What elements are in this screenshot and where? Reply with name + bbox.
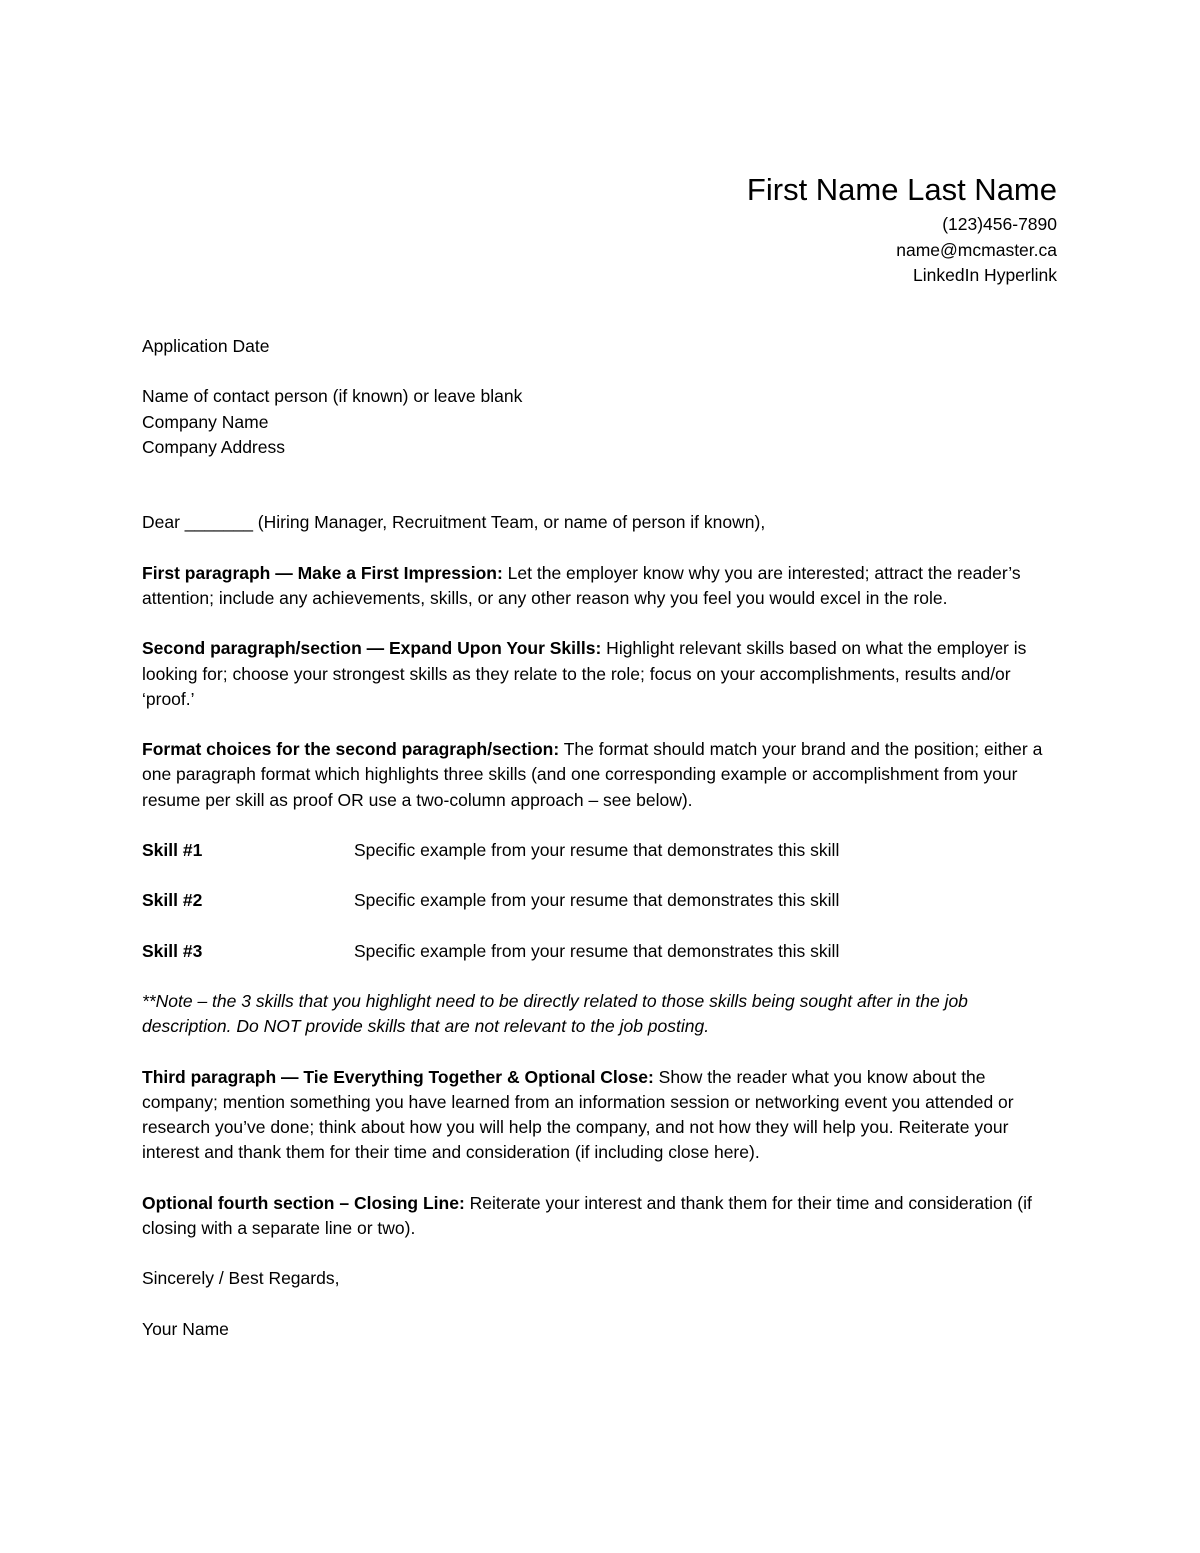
- recipient-block: [142, 384, 1062, 460]
- skill-row: [142, 939, 1062, 964]
- skill-row: [142, 838, 1062, 863]
- email-address: name@mcmaster.ca: [896, 239, 1057, 260]
- skill-description: Specific example from your resume that demonstrates this skill: [354, 890, 840, 911]
- signature-name: Your Name: [142, 1318, 229, 1339]
- format-choices-heading: Format choices for the second paragraph/section:: [142, 739, 560, 760]
- applicant-name: First Name Last Name: [746, 172, 1057, 207]
- recipient-address: Company Address: [142, 436, 285, 457]
- third-paragraph-heading: Third paragraph — Tie Everything Together & Optional Close:: [142, 1066, 654, 1087]
- skill-label: Skill #1: [142, 839, 203, 860]
- fourth-section-text: Reiterate your interest and thank them for their time and consideration (if closing with a separate line or two).: [142, 1192, 1032, 1238]
- second-paragraph: [142, 636, 1062, 712]
- recipient-contact: Name of contact person (if known) or leave blank: [142, 386, 523, 407]
- fourth-section: [142, 1191, 1062, 1241]
- format-choices-paragraph: [142, 737, 1062, 813]
- closing-phrase: Sincerely / Best Regards,: [142, 1268, 340, 1289]
- linkedin-link[interactable]: LinkedIn Hyperlink: [913, 265, 1057, 285]
- third-paragraph: [142, 1065, 1062, 1166]
- first-paragraph-text: Let the employer know why you are interested; attract the reader’s attention; include any achievements, skills, or any other reason why you feel you would excel in the role.: [142, 562, 1021, 608]
- recipient-company: Company Name: [142, 411, 269, 432]
- second-paragraph-text: Highlight relevant skills based on what the employer is looking for; choose your strongest skills as they relate to the role; focus on your accomplishments, results and/or ‘proof.’: [142, 638, 1027, 709]
- skill-row: [142, 888, 1062, 913]
- skill-label: Skill #3: [142, 940, 203, 961]
- skill-description: Specific example from your resume that demonstrates this skill: [354, 940, 840, 961]
- third-paragraph-text: Show the reader what you know about the company; mention something you have learned from an information session or networking event you attended or research you’ve done; think about how you will help the company, and not how they will help you. Reiterate your interest and thank them for their time and consideration (if including close here).: [142, 1066, 1014, 1163]
- letter-body: [142, 334, 1062, 1342]
- phone-number: (123)456-7890: [942, 214, 1057, 234]
- application-date: Application Date: [142, 336, 270, 356]
- first-paragraph-heading: First paragraph — Make a First Impression:: [142, 562, 503, 583]
- skills-note: **Note – the 3 skills that you highlight need to be directly related to those skills being sought after in the job description. Do NOT provide skills that are not relevant to the job posting.: [142, 991, 968, 1037]
- fourth-section-heading: Optional fourth section – Closing Line:: [142, 1192, 465, 1213]
- first-paragraph: [142, 561, 1062, 611]
- skill-label: Skill #2: [142, 890, 203, 911]
- second-paragraph-heading: Second paragraph/section — Expand Upon Your Skills:: [142, 638, 602, 659]
- skill-description: Specific example from your resume that demonstrates this skill: [354, 839, 840, 860]
- salutation: Dear _______ (Hiring Manager, Recruitment Team, or name of person if known),: [142, 512, 766, 533]
- format-choices-text: The format should match your brand and the position; either a one paragraph format which highlights three skills (and one corresponding example or accomplishment from your resume per skill as proof OR use a two-column approach – see below).: [142, 739, 1043, 810]
- contact-header: [747, 170, 1057, 289]
